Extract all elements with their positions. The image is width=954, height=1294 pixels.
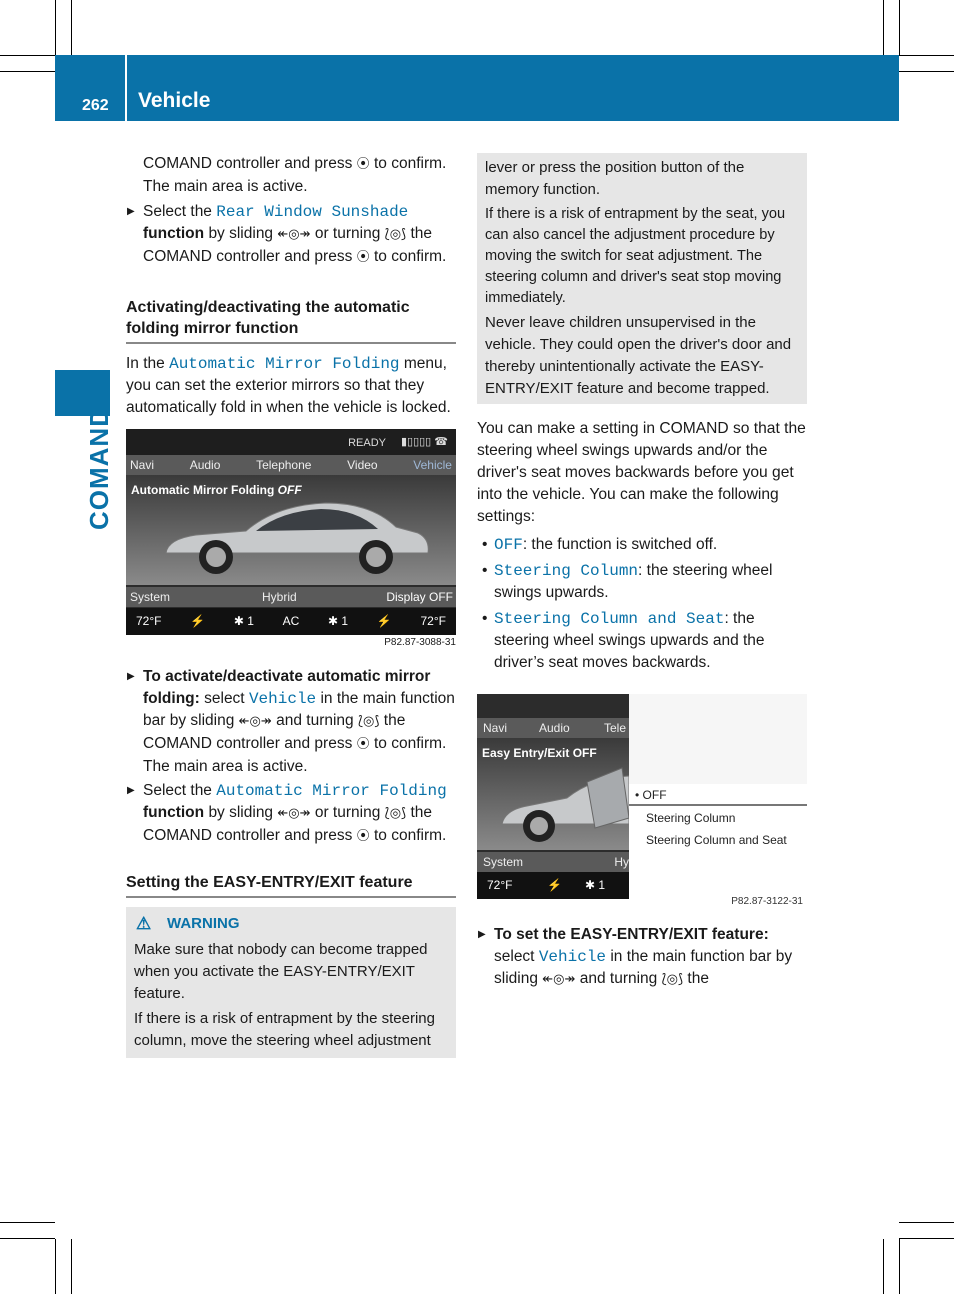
slide-icon: ↞◎↠ xyxy=(277,227,311,242)
option-steering-column-item[interactable]: Steering Column xyxy=(646,811,736,825)
screen-figure-easy-entry xyxy=(477,694,807,907)
tab-audio[interactable]: Audio xyxy=(189,458,221,472)
crop-mark xyxy=(71,0,72,55)
paragraph: You can make a setting in COMAND so that the steering wheel swings upwards and/or the driver's seat moves backwards before you get into the vehicle. You can make the following settings: xyxy=(477,420,806,525)
crop-mark xyxy=(0,1222,55,1223)
left-column xyxy=(126,153,456,1058)
tab-video[interactable]: Video xyxy=(347,458,378,472)
press-icon: ⦿ xyxy=(356,250,370,265)
crop-mark xyxy=(899,1239,900,1294)
press-icon: ⦿ xyxy=(356,737,370,752)
warning-title: ⚠ WARNING xyxy=(136,914,240,933)
option-off: • OFF: the function is switched off. xyxy=(477,534,807,556)
tab-vehicle[interactable]: Vehicle xyxy=(413,458,452,472)
figure-caption: P82.87-3088-31 xyxy=(384,637,456,648)
press-icon: ⦿ xyxy=(356,157,370,172)
tab-telephone[interactable]: Tele xyxy=(604,721,627,735)
tab-navi[interactable]: Navi xyxy=(483,721,508,735)
menu-title: Easy Entry/Exit OFF xyxy=(482,746,597,760)
warning-box-continued xyxy=(477,153,807,404)
car-image xyxy=(156,491,436,581)
option-list xyxy=(629,694,807,907)
slide-icon: ↞◎↠ xyxy=(277,806,311,821)
step-select-mirror-folding: ▶ Select the Automatic Mirror Folding function by sliding ↞◎↠ or turning ⟅◎⟆ the COMAND controller and press ⦿ to confirm. xyxy=(126,780,456,848)
section-heading: Activating/deactivating the automatic folding mirror function xyxy=(126,297,456,344)
crop-mark xyxy=(55,0,56,55)
intro-text: COMAND controller and press ⦿ to confirm. The main area is active. xyxy=(143,155,447,195)
bottom-bar: System Hy xyxy=(477,852,629,872)
right-column xyxy=(477,153,807,991)
crop-mark xyxy=(883,0,884,55)
status-icons: ▮▯▯▯▯ ☎ xyxy=(400,436,448,448)
crop-mark xyxy=(55,1239,56,1294)
option-steering-column-seat-item[interactable]: Steering Column and Seat xyxy=(646,833,787,847)
crop-mark xyxy=(899,55,954,56)
turn-icon: ⟅◎⟆ xyxy=(357,714,380,729)
step-activate-mirror: ▶ To activate/deactivate automatic mirror folding: select Vehicle in the main function bar by sliding ↞◎↠ and turning ⟅◎⟆ the COMAND controller and press ⦿ to confirm. The main area is active. xyxy=(126,666,456,778)
status-label: READY xyxy=(348,437,386,449)
tab-telephone[interactable]: Telephone xyxy=(256,458,312,472)
header-divider xyxy=(125,55,127,121)
section-heading: Setting the EASY-ENTRY/EXIT feature xyxy=(126,872,456,898)
chapter-label: COMAND xyxy=(84,407,114,530)
crop-mark xyxy=(0,1238,55,1239)
option-off-item[interactable]: • OFF xyxy=(635,788,667,802)
option-steering-column-seat: • Steering Column and Seat: the steering wheel swings upwards and the driver’s seat moves backwards. xyxy=(477,608,807,674)
main-tabs xyxy=(126,455,456,475)
menu-title: Automatic Mirror Folding OFF xyxy=(131,483,302,497)
slide-icon: ↞◎↠ xyxy=(238,714,272,729)
step-rear-sunshade: ▶ Select the Rear Window Sunshade function by sliding ↞◎↠ or turning ⟅◎⟆ the COMAND controller and press ⦿ to confirm. xyxy=(126,201,456,269)
warning-box xyxy=(126,907,456,1058)
climate-bar: 72°F ⚡ ✱ 1 xyxy=(477,872,629,899)
crop-mark xyxy=(899,1222,954,1223)
warning-text: If there is a risk of entrapment by the steering column, move the steering wheel adjustment xyxy=(134,1010,435,1049)
page-header xyxy=(55,55,899,121)
turn-icon: ⟅◎⟆ xyxy=(384,806,407,821)
crop-mark xyxy=(883,1239,884,1294)
warning-text: If there is a risk of entrapment by the seat, you can also cancel the adjustment procedure by moving the switch for seat adjustment. The steering column and driver's seat stop moving immediately. xyxy=(485,206,786,306)
warning-text: Never leave children unsupervised in the vehicle. They could open the driver's door and thereby unintentionally activate the EASY-ENTRY/EXIT feature and become trapped. xyxy=(485,314,792,397)
tab-navi[interactable]: Navi xyxy=(130,458,155,472)
crop-mark xyxy=(0,71,55,72)
option-steering-column: • Steering Column: the steering wheel swings upwards. xyxy=(477,560,807,604)
paragraph: In the Automatic Mirror Folding menu, you can set the exterior mirrors so that they automatically fold in when the vehicle is locked. xyxy=(126,355,451,416)
tab-audio[interactable]: Audio xyxy=(539,721,570,735)
climate-bar: 72°F ⚡ ✱ 1 AC ✱ 1 ⚡ 72°F xyxy=(126,608,456,635)
press-icon: ⦿ xyxy=(356,829,370,844)
screen-figure-mirror xyxy=(126,429,456,635)
page-title: Vehicle xyxy=(138,89,211,112)
main-tabs xyxy=(477,718,629,738)
page-number: 262 xyxy=(82,97,109,114)
warning-text: lever or press the position button of the memory function. xyxy=(485,159,745,198)
warning-text: Make sure that nobody can become trapped when you activate the EASY-ENTRY/EXIT feature. xyxy=(134,941,428,1002)
warning-triangle-icon: ⚠ xyxy=(136,914,152,933)
slide-icon: ↞◎↠ xyxy=(542,972,576,987)
crop-mark xyxy=(0,55,55,56)
turn-icon: ⟅◎⟆ xyxy=(384,227,407,242)
crop-mark xyxy=(899,71,954,72)
car-door-open-image xyxy=(497,758,629,848)
turn-icon: ⟅◎⟆ xyxy=(661,972,684,987)
crop-mark xyxy=(899,1238,954,1239)
step-set-easy-entry: ▶ To set the EASY-ENTRY/EXIT feature: select Vehicle in the main function bar by sliding ↞◎↠ and turning ⟅◎⟆ the xyxy=(477,924,807,991)
bottom-bar: System Hybrid Display OFF xyxy=(126,587,456,607)
figure-caption: P82.87-3122-31 xyxy=(731,896,803,907)
crop-mark xyxy=(71,1239,72,1294)
crop-mark xyxy=(899,0,900,55)
